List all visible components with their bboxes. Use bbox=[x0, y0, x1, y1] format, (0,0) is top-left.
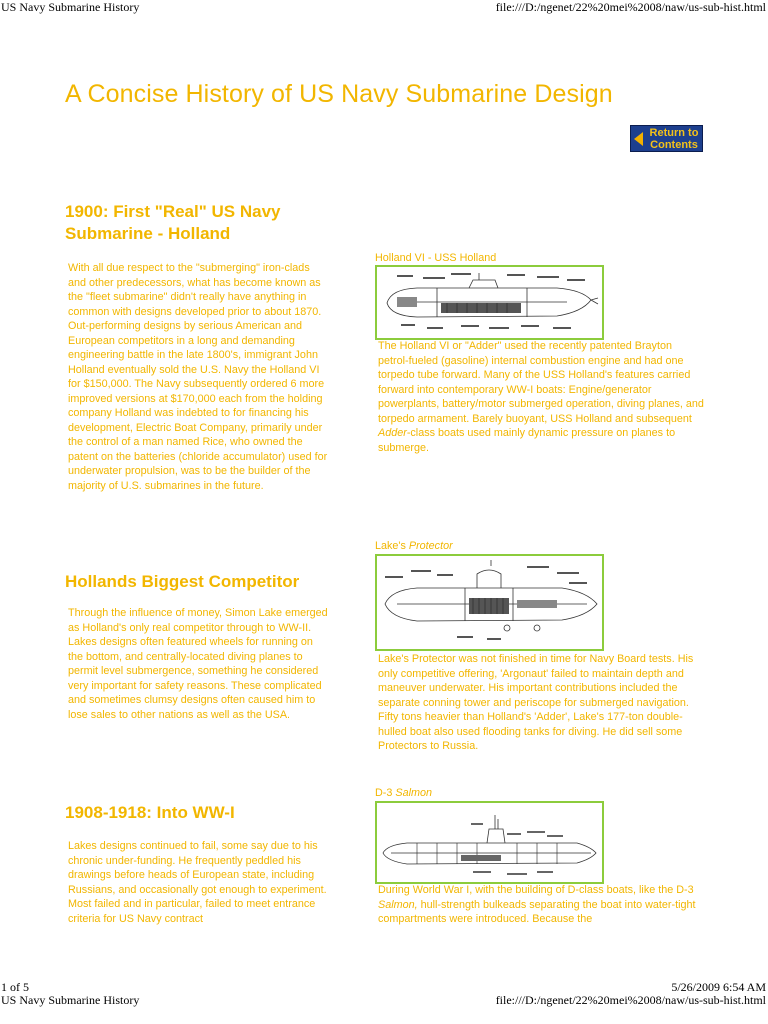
salmon-cutaway-drawing bbox=[377, 803, 602, 882]
figure-caption-salmon bbox=[375, 787, 432, 800]
return-to-contents-button[interactable] bbox=[630, 125, 703, 152]
text-run: During World War I, with the building of D-class boats, like the D-3 bbox=[378, 884, 694, 896]
section-text-holland bbox=[68, 261, 330, 493]
text-run: -class boats used mainly dynamic pressure on planes to submerge. bbox=[378, 427, 676, 454]
next-header-page-title: US Navy Submarine History bbox=[1, 993, 140, 1007]
figure-text-holland bbox=[378, 339, 704, 455]
return-button-label-line1: Return to bbox=[649, 127, 699, 139]
text-run-italic: Adder bbox=[378, 427, 407, 439]
holland-cutaway-drawing bbox=[377, 267, 602, 338]
header-page-title: US Navy Submarine History bbox=[1, 0, 140, 14]
caption-italic: Protector bbox=[408, 540, 453, 552]
holland-submarine-diagram bbox=[375, 265, 604, 340]
next-header-file-url: file:///D:/ngenet/22%20mei%2008/naw/us-sub-hist.html bbox=[495, 993, 766, 1007]
page-title: A Concise History of US Navy Submarine Design bbox=[65, 80, 613, 108]
section-heading-wwi: 1908-1918: Into WW-I bbox=[65, 803, 235, 822]
text-run: hull-strength bulkeads separating the boat into water-tight compartments were introduced. Because the bbox=[378, 898, 696, 925]
caption-italic: Salmon bbox=[395, 787, 433, 799]
browser-print-footer bbox=[0, 980, 768, 994]
left-arrow-icon bbox=[634, 132, 643, 146]
header-file-url: file:///D:/ngenet/22%20mei%2008/naw/us-sub-hist.html bbox=[495, 0, 766, 14]
section-heading-line: 1900: First "Real" US Navy bbox=[65, 202, 281, 221]
paragraph: Lakes designs continued to fail, some say due to his chronic under-funding. He frequently peddled his drawings before heads of European state, including Russians, and occasionally got enough to experiment. Most failed and in particular, failed to meet entrance criteria for US Navy contract bbox=[68, 840, 327, 925]
next-page-header bbox=[0, 993, 768, 1007]
text-run-italic: Salmon, bbox=[378, 898, 418, 911]
paragraph: Lakes designs often featured wheels for running on the bottom, and centrally-located diving planes to permit level submergence, something he considered very important for safety reasons. These complicated and sometimes clumsy designs often caused him to lose sales to other nations as well as the USA. bbox=[68, 636, 322, 721]
figure-text-salmon bbox=[378, 883, 704, 927]
section-heading-competitor: Hollands Biggest Competitor bbox=[65, 572, 300, 591]
paragraph: Out-performing designs by serious American and European competitors in a long and demanding engineering battle in the late 1800's, immigrant John Holland eventually sold the U.S. Navy the Holland VI for $150,000. The Navy subsequently ordered 6 more improved versions at $170,000 each from the holding company Holland was indebted to for financing his development, Electric Boat Company, primarily under the control of a man named Rice, who owned the patent on the batteries (chloride accumulator) used for underwater propulsion, was to be the builder of the majority of U.S. submarines in the future. bbox=[68, 320, 328, 492]
section-text-competitor bbox=[68, 606, 330, 722]
caption-text: D-3 bbox=[375, 787, 396, 799]
salmon-submarine-diagram bbox=[375, 801, 604, 884]
figure-caption-holland: Holland VI - USS Holland bbox=[375, 252, 497, 264]
protector-submarine-diagram bbox=[375, 554, 604, 651]
footer-page-number: 1 of 5 bbox=[1, 980, 29, 994]
text-run: The Holland VI or "Adder" used the recently patented Brayton petrol-fueled (gasoline) internal combustion engine and had one torpedo tube forward. Many of the USS Holland's features carried forward into contemporary WW-I boats: Engine/generator powerplants, battery/motor submerged operation, diving planes, and torpedo armament. Barely buoyant, USS Holland and subsequent bbox=[378, 340, 704, 425]
protector-cutaway-drawing bbox=[377, 556, 602, 649]
paragraph: With all due respect to the "submerging" iron-clads and other predecessors, what has become known as the "fleet submarine" didn't really have anything in common with designs developed prior to about 1870. bbox=[68, 262, 322, 318]
section-heading-line: Submarine - Holland bbox=[65, 224, 231, 243]
browser-print-header bbox=[0, 0, 768, 14]
figure-text-protector: Lake's Protector was not finished in time for Navy Board tests. His only competitive offering, 'Argonaut' failed to maintain depth and maneuver underwater. His important contributions included the separate conning tower and periscope for submerged navigation. Fifty tons heavier than Holland's 'Adder', Lake's 177-ton double-hulled boat also used flooding tanks for diving. He did sell some Protectors to Russia. bbox=[378, 653, 694, 752]
section-text-wwi bbox=[68, 839, 330, 926]
return-button-label-line2: Contents bbox=[650, 139, 698, 151]
caption-text: Lake's bbox=[375, 540, 409, 552]
footer-timestamp: 5/26/2009 6:54 AM bbox=[671, 980, 766, 994]
figure-caption-protector bbox=[375, 540, 453, 553]
paragraph: Through the influence of money, Simon Lake emerged as Holland's only real competitor through to WW-II. bbox=[68, 607, 328, 634]
section-heading-holland bbox=[65, 201, 281, 245]
